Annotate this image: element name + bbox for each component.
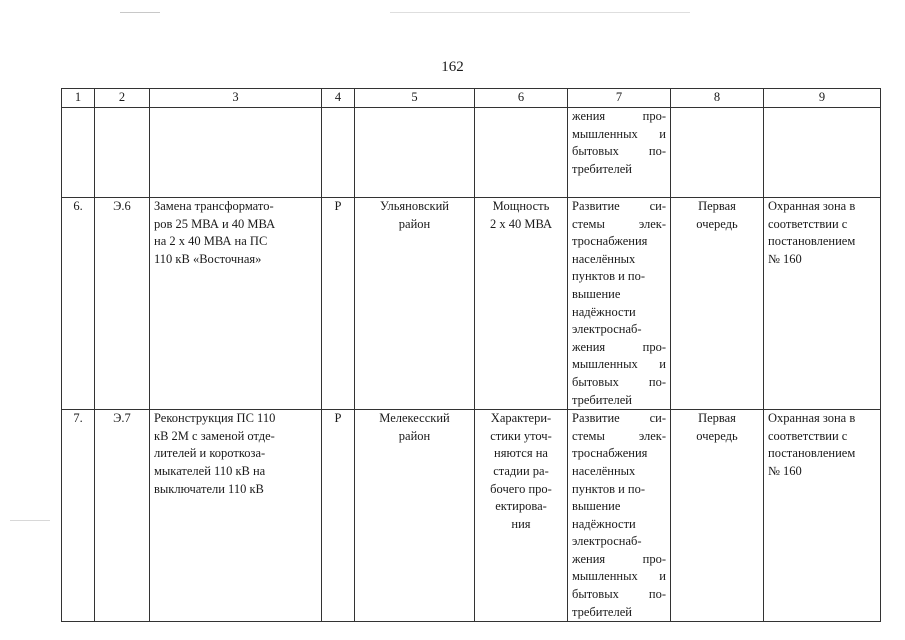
- purpose-line: мышленных и: [572, 357, 666, 372]
- table-row: [62, 410, 881, 622]
- cell-characteristics: Мощность 2 х 40 МВА: [475, 198, 568, 410]
- purpose-line: жения про-: [572, 551, 666, 566]
- cell-characteristics: Характери- стики уточ- няются на стадии ра- бочего про- ектирова- ния: [475, 410, 568, 622]
- cell-empty: [671, 108, 764, 198]
- purpose-line: жения про-: [572, 109, 666, 123]
- purpose-line: надёжности: [572, 304, 636, 319]
- purpose-line: Развитие си-: [572, 411, 666, 426]
- purpose-line: мышленных и: [572, 126, 666, 141]
- cell-location: Ульяновский район: [355, 198, 475, 410]
- purpose-line: мышленных и: [572, 569, 666, 584]
- purpose-line: бытовых по-: [572, 374, 666, 389]
- scan-artifact: [10, 520, 50, 521]
- cell-empty: [62, 108, 95, 198]
- scan-artifact: [390, 12, 690, 13]
- cell-code: Э.7: [95, 410, 150, 622]
- purpose-line: электроснаб-: [572, 322, 642, 337]
- purpose-line: троснабжения: [572, 234, 648, 249]
- table-row-continuation: [62, 108, 881, 198]
- purpose-line: бытовых по-: [572, 587, 666, 602]
- column-header: 7: [568, 89, 671, 108]
- purpose-line: вышение: [572, 286, 621, 301]
- purpose-line: пунктов и по-: [572, 269, 646, 284]
- purpose-line: электроснаб-: [572, 534, 642, 549]
- cell-stage: Первая очередь: [671, 410, 764, 622]
- purpose-line: населённых: [572, 251, 636, 266]
- purpose-line: пунктов и по-: [572, 481, 646, 496]
- cell-purpose: [568, 108, 671, 198]
- cell-purpose: [568, 198, 671, 410]
- page-number: 162: [441, 59, 464, 75]
- purpose-line: вышение: [572, 499, 621, 514]
- cell-empty: [95, 108, 150, 198]
- cell-zone: Охранная зона в соответствии с постановлением № 160: [764, 198, 881, 410]
- document-table: [61, 88, 881, 622]
- column-header: 8: [671, 89, 764, 108]
- cell-location: Мелекесский район: [355, 410, 475, 622]
- cell-name: Замена трансформато- ров 25 МВА и 40 МВА на 2 х 40 МВА на ПС 110 кВ «Восточная»: [150, 198, 322, 410]
- purpose-line: Развитие си-: [572, 199, 666, 213]
- table-row: [62, 198, 881, 410]
- cell-number: 7.: [62, 410, 95, 622]
- purpose-line: надёжности: [572, 516, 636, 531]
- purpose-line: населённых: [572, 463, 636, 478]
- purpose-line: троснабжения: [572, 446, 648, 461]
- column-header: 1: [62, 89, 95, 108]
- cell-status: Р: [322, 410, 355, 622]
- purpose-line: бытовых по-: [572, 144, 666, 159]
- cell-empty: [764, 108, 881, 198]
- cell-purpose: [568, 410, 671, 622]
- cell-empty: [322, 108, 355, 198]
- purpose-line: требителей: [572, 604, 632, 619]
- column-header: 9: [764, 89, 881, 108]
- cell-empty: [355, 108, 475, 198]
- purpose-line: жения про-: [572, 339, 666, 354]
- column-header: 5: [355, 89, 475, 108]
- cell-empty: [475, 108, 568, 198]
- cell-stage: Первая очередь: [671, 198, 764, 410]
- column-header: 2: [95, 89, 150, 108]
- scan-artifact: [120, 12, 160, 13]
- cell-number: 6.: [62, 198, 95, 410]
- column-header: 6: [475, 89, 568, 108]
- purpose-line: требителей: [572, 392, 632, 407]
- column-header: 4: [322, 89, 355, 108]
- cell-zone: Охранная зона в соответствии с постановлением № 160: [764, 410, 881, 622]
- cell-status: Р: [322, 198, 355, 410]
- purpose-line: требителей: [572, 161, 632, 176]
- table-header-row: [62, 89, 881, 108]
- cell-name: Реконструкция ПС 110 кВ 2М с заменой отде- лителей и короткоза- мыкателей 110 кВ на выключатели 110 кВ: [150, 410, 322, 622]
- cell-empty: [150, 108, 322, 198]
- column-header: 3: [150, 89, 322, 108]
- purpose-line: стемы элек-: [572, 216, 666, 231]
- purpose-line: стемы элек-: [572, 428, 666, 443]
- cell-code: Э.6: [95, 198, 150, 410]
